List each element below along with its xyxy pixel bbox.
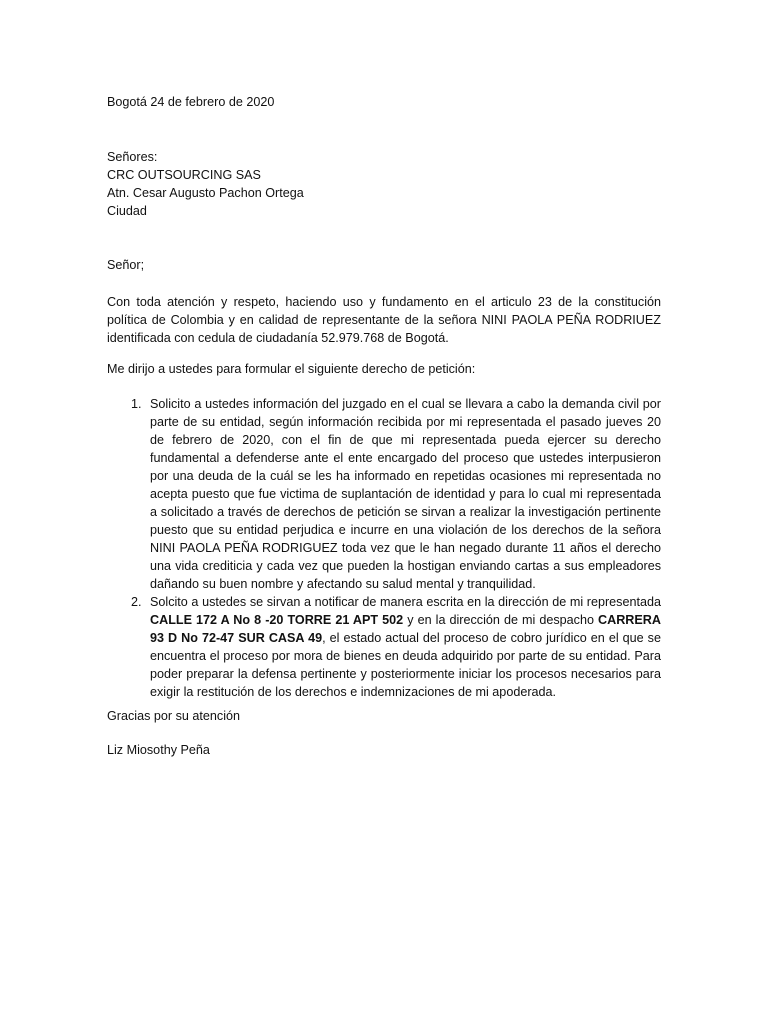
represented-name: NINI PAOLA PEÑA RODRIUEZ bbox=[481, 313, 661, 327]
representative-address: CALLE 172 A No 8 -20 TORRE 21 APT 502 bbox=[150, 613, 404, 627]
addressee-block bbox=[107, 148, 661, 220]
petition-item-1 bbox=[107, 395, 661, 593]
letter-date bbox=[107, 93, 661, 111]
date-text: Bogotá 24 de febrero de 2020 bbox=[107, 95, 275, 109]
addressee-attention: Atn. Cesar Augusto Pachon Ortega bbox=[107, 186, 304, 200]
closing-text: Gracias por su atención bbox=[107, 709, 241, 723]
petition-list bbox=[107, 395, 661, 701]
addressee-city: Ciudad bbox=[107, 204, 147, 218]
lead-paragraph bbox=[107, 360, 661, 378]
lead-text: Me dirijo a ustedes para formular el siguiente derecho de petición: bbox=[107, 362, 476, 376]
item-number: 1. bbox=[131, 397, 142, 411]
office-address: CARRERA 93 D No 72-47 SUR CASA 49 bbox=[150, 613, 661, 645]
signature-text: Liz Miosothy Peña bbox=[107, 743, 210, 757]
item-number: 2. bbox=[131, 595, 142, 609]
item-text-3: , el estado actual del proceso de cobro jurídico en el que se encuentra el proceso por mora de bienes en deuda adquirido por parte de su entidad. Para poder preparar la defensa pertinente y posteriormente iniciar los procesos necesarios para exigir la restitución de los derechos e indemnizaciones de mi apoderada. bbox=[150, 631, 661, 699]
closing-line bbox=[107, 707, 661, 725]
intro-text-2: identificada con cedula de ciudadanía 52.979.768 de Bogotá. bbox=[107, 331, 449, 345]
intro-paragraph bbox=[107, 293, 661, 347]
intro-text-1: Con toda atención y respeto, haciendo uso y fundamento en el articulo 23 de la constitución política de Colombia y en calidad de representante de la señora bbox=[107, 295, 661, 327]
item-text-1: Solcito a ustedes se sirvan a notificar de manera escrita en la dirección de mi representada bbox=[150, 595, 661, 609]
item-text-2: y en la dirección de mi despacho bbox=[403, 613, 599, 627]
salutation-text: Señor; bbox=[107, 258, 145, 272]
salutation bbox=[107, 256, 661, 274]
item-text: Solicito a ustedes información del juzgado en el cual se llevara a cabo la demanda civil por parte de su entidad, según información recibida por mi representada el pasado jueves 20 de febrero de 2020, con el fin de que mi representada pueda ejercer su derecho fundamental a defenderse ante el ente encargado del proceso que ustedes interpusieron por una deuda de la cuál se les ha informado en repetidas ocasiones mi representada no acepta puesto que fue victima de suplantación de identidad y para lo cual mi representada a solicitado a través de derechos de petición se sirvan a realizar la investigación pertinente puesto que su entidad perjudica e incurre en una violación de los derechos de la señora NINI PAOLA PEÑA RODRIGUEZ toda vez que le han negado durante 11 años el derecho una vida crediticia y cada vez que pueden la hostigan enviando cartas a sus empleadores dañando su buen nombre y afectando su salud mental y tranquilidad. bbox=[150, 397, 661, 591]
petition-item-2 bbox=[107, 593, 661, 701]
addressee-greeting: Señores: bbox=[107, 150, 158, 164]
signature-name bbox=[107, 741, 661, 759]
addressee-company: CRC OUTSOURCING SAS bbox=[107, 168, 261, 182]
